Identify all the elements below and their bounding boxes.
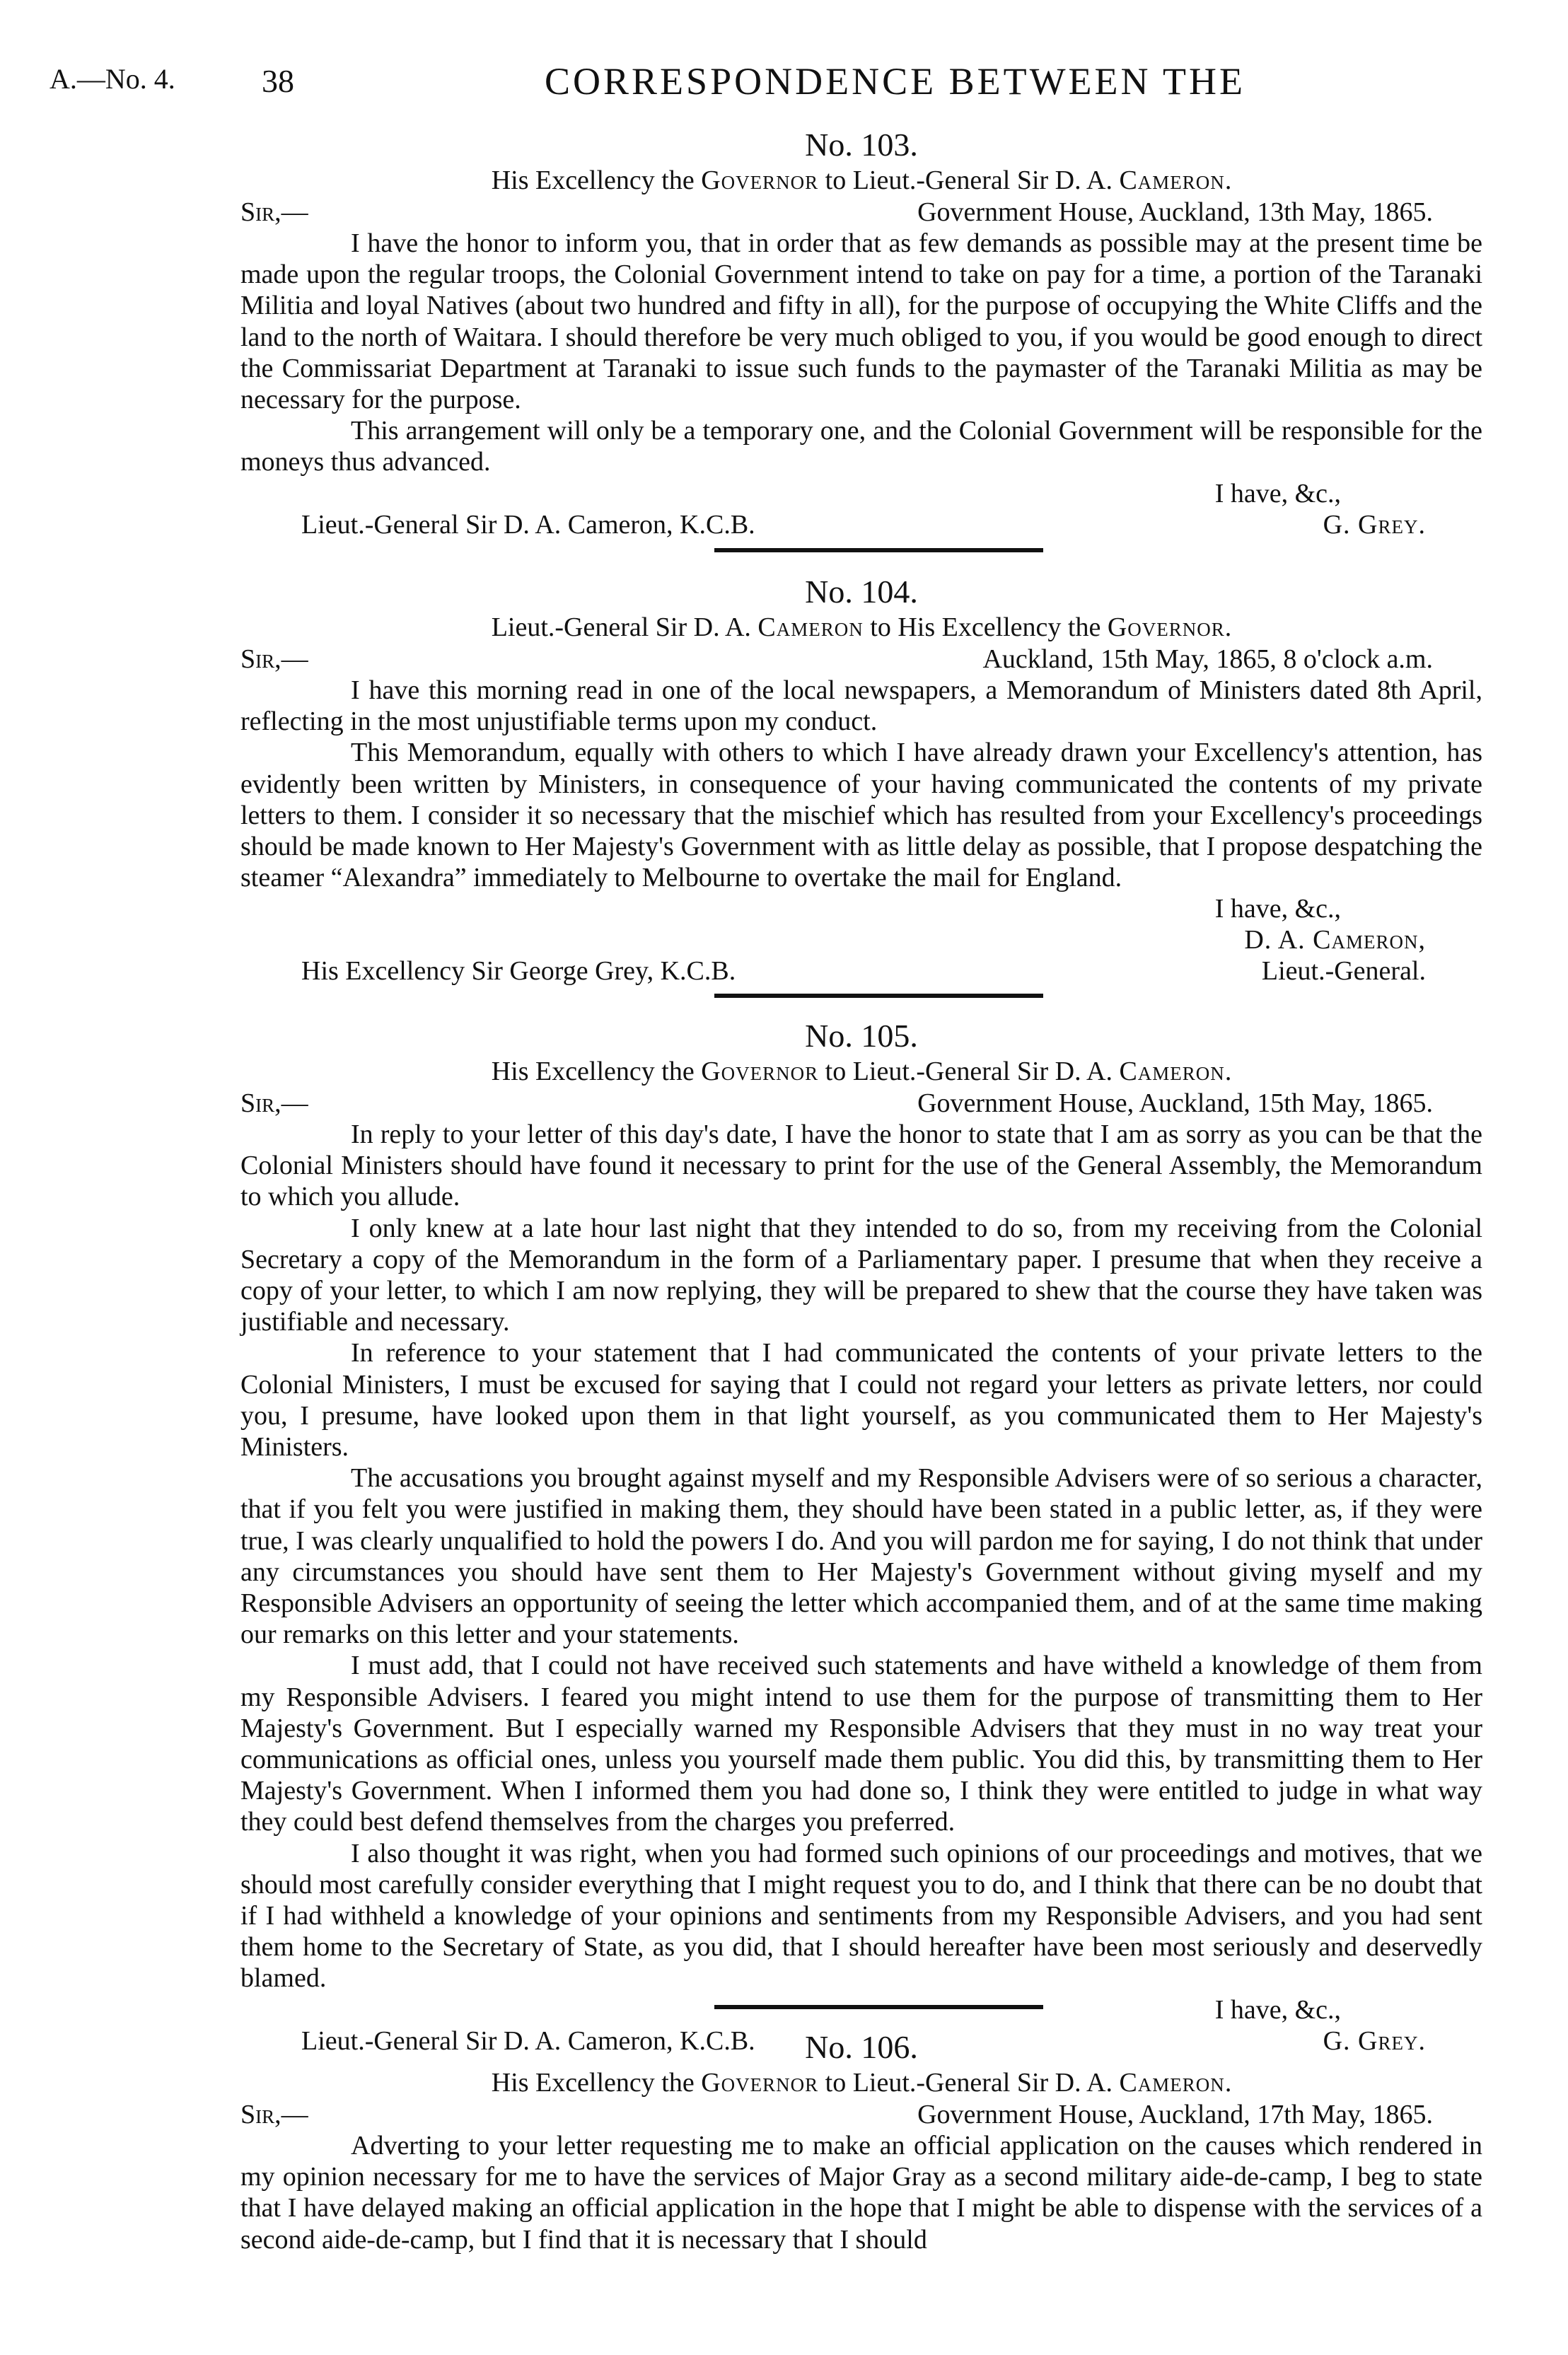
document-reference: A.—No. 4. xyxy=(50,63,175,95)
paragraph: In reference to your statement that I had communicated the contents of your private letters to the Colonial Ministers, I must be excused for saying that I could not regard your letters as private letters, nor could you, I presume, have looked upon them in that light yourself, as you communicated them to Her Majesty's Ministers. xyxy=(240,1338,1482,1463)
paragraph: Adverting to your letter requesting me to make an official application on the causes which rendered in my opinion necessary for me to have the services of Major Gray as a second military aide-de-camp, I beg to state that I have delayed making an official application in the hope that I might be able to dispense with the services of a second aide-de-camp, but I find that it is necessary that I should xyxy=(240,2131,1482,2255)
signatory-rank: Lieut.-General. xyxy=(1261,956,1426,987)
running-title: CORRESPONDENCE BETWEEN THE xyxy=(545,60,1245,103)
closing: I have, &c., xyxy=(1214,894,1341,924)
signature: G. Grey. xyxy=(1323,2025,1426,2056)
addressee: Lieut.-General Sir D. A. Cameron, K.C.B. xyxy=(301,509,755,540)
paragraph: I have the honor to inform you, that in order that as few demands as possible may at the present time be made upon the regular troops, the Colonial Government intend to take on pay for a time, a portion of the Taranaki Militia and loyal Natives (about two hundred and fifty in all), for the purpose of occupying the White Cliffs and the land to the north of Waitara. I should therefore be very much obliged to you, if you would be good enough to direct the Commissariat Department at Taranaki to issue such funds to the paymaster of the Taranaki Militia as may be necessary for the purpose. xyxy=(240,228,1482,415)
section-divider xyxy=(714,548,1043,552)
paragraph: This Memorandum, equally with others to which I have already drawn your Excellency's attention, has evidently been written by Ministers, in consequence of your having communicated the contents of my private letters to them. I consider it so necessary that the mischief which has resulted from your Excellency's proceedings should be made known to Her Majesty's Government with as little delay as possible, that I propose despatching the steamer “Alexandra” immediately to Melbourne to overtake the mail for England. xyxy=(240,738,1482,893)
closing: I have, &c., xyxy=(1214,478,1341,508)
paragraph: I also thought it was right, when you had formed such opinions of our proceedings and motives, that we should most carefully consider everything that I might request you to do, and I think that there can be no doubt that if I had withheld a knowledge of your opinions and sentiments from my Responsible Advisers, and you had sent them home to the Secretary of State, as you did, that I should hereafter have been most seriously and deservedly blamed. xyxy=(240,1838,1482,1994)
page-header xyxy=(50,62,1518,112)
letter-from-to: His Excellency the Governor to Lieut.-General Sir D. A. Cameron. xyxy=(491,2068,1232,2098)
place-date: Auckland, 15th May, 1865, 8 o'clock a.m. xyxy=(982,644,1433,674)
signature: D. A. Cameron, xyxy=(1244,925,1426,955)
paragraph: The accusations you brought against myself and my Responsible Advisers were of so serious a character, that if you felt you were justified in making them, they should have been stated in a public letter, as, if they were true, I was clearly unqualified to hold the powers I do. And you will pardon me for saying, I do not think that under any circumstances you should have sent them to Her Majesty's Government without giving myself and my Responsible Advisers an opportunity of seeing the letter which accompanied them, and of at the same time making our remarks on this letter and your statements. xyxy=(240,1463,1482,1650)
addressee: Lieut.-General Sir D. A. Cameron, K.C.B. xyxy=(301,2025,755,2056)
letter-from-to: His Excellency the Governor to Lieut.-General Sir D. A. Cameron. xyxy=(491,1057,1232,1086)
letter-106 xyxy=(240,2028,1482,2255)
page-number: 38 xyxy=(262,63,294,99)
salutation: Sir,— xyxy=(240,1088,308,1118)
paragraph: In reply to your letter of this day's date, I have the honor to state that I am as sorry as you can be that the Colonial Ministers should have found it necessary to print for the use of the General Assembly, the Memorandum to which you allude. xyxy=(240,1120,1482,1212)
place-date: Government House, Auckland, 13th May, 1865. xyxy=(917,197,1433,227)
letter-from-to: Lieut.-General Sir D. A. Cameron to His Excellency the Governor. xyxy=(491,612,1232,642)
signature: G. Grey. xyxy=(1323,509,1426,540)
addressee: His Excellency Sir George Grey, K.C.B. xyxy=(301,956,736,987)
letter-number: No. 103. xyxy=(805,127,918,163)
salutation: Sir,— xyxy=(240,644,308,674)
letter-number: No. 104. xyxy=(805,574,918,610)
paragraph: I only knew at a late hour last night that they intended to do so, from my receiving from the Colonial Secretary a copy of the Memorandum in the form of a Parliamentary paper. I presume that when they receive a copy of your letter, to which I am now replying, they will be prepared to shew that the course they have taken was justifiable and necessary. xyxy=(240,1213,1482,1337)
letter-105 xyxy=(240,1017,1482,2057)
section-divider xyxy=(714,994,1043,998)
salutation: Sir,— xyxy=(240,2100,308,2129)
section-divider xyxy=(714,2005,1043,2009)
closing: I have, &c., xyxy=(1214,1994,1341,2025)
letter-number: No. 105. xyxy=(805,1018,918,1054)
letter-104 xyxy=(240,573,1482,987)
salutation: Sir,— xyxy=(240,197,308,227)
paragraph: I have this morning read in one of the local newspapers, a Memorandum of Ministers dated 8th April, reflecting in the most unjustifiable terms upon my conduct. xyxy=(240,675,1482,737)
paragraph: This arrangement will only be a temporary one, and the Colonial Government will be responsible for the moneys thus advanced. xyxy=(240,416,1482,477)
letter-103 xyxy=(240,126,1482,540)
place-date: Government House, Auckland, 15th May, 1865. xyxy=(917,1088,1433,1118)
place-date: Government House, Auckland, 17th May, 1865. xyxy=(917,2100,1433,2129)
letter-from-to: His Excellency the Governor to Lieut.-General Sir D. A. Cameron. xyxy=(491,165,1232,195)
paragraph: I must add, that I could not have received such statements and have witheld a knowledge of them from my Responsible Advisers. I feared you might intend to use them for the purpose of transmitting them to Her Majesty's Government. But I especially warned my Responsible Advisers that they must in no way treat your communications as official ones, unless you yourself made them public. You did this, by transmitting them to Her Majesty's Government. When I informed them you had done so, I think they were entitled to judge in what way they could best defend themselves from the charges you preferred. xyxy=(240,1651,1482,1837)
letter-number: No. 106. xyxy=(805,2029,918,2065)
